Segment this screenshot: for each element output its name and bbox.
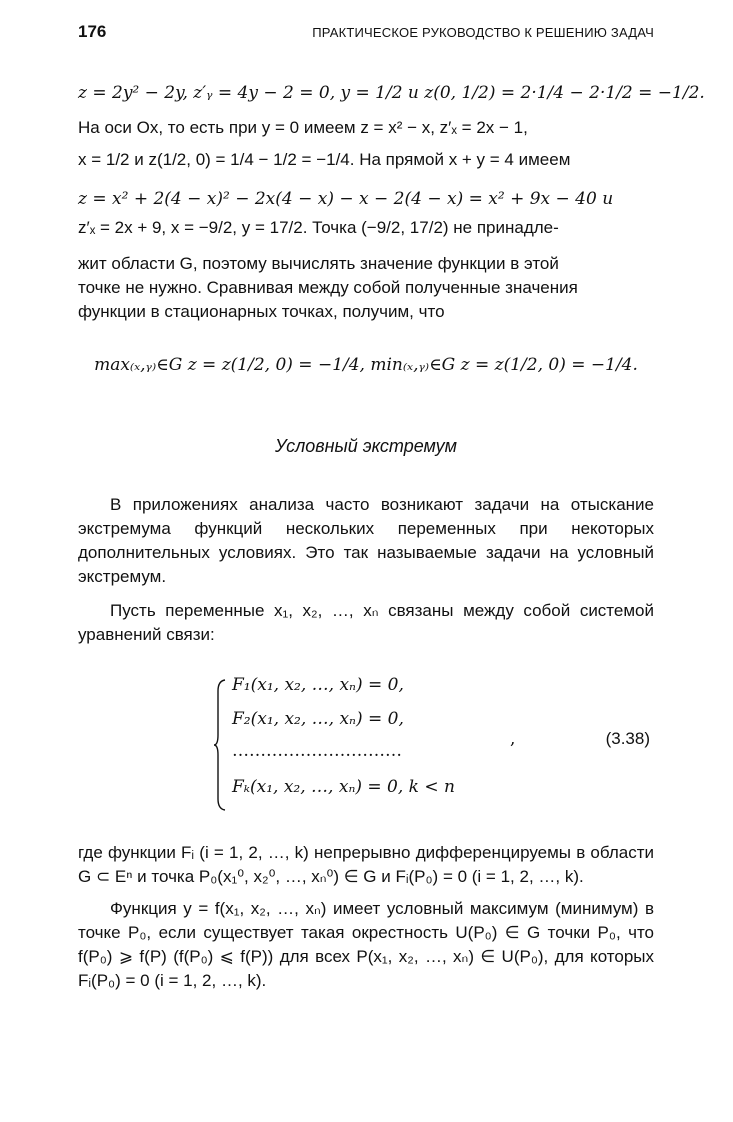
equation-number: (3.38) [605,729,650,748]
page-header [78,22,654,52]
display-formula: max₍ₓ,ᵧ₎∈G z = z(1/2, 0) = −1/4, min₍ₓ,ᵧ₎∈G z = z(1/2, 0) = −1/4. [94,355,638,375]
math-line-1: z = 2y² − 2y, z′ᵧ = 4y − 2 = 0, y = 1/2 и z(0, 1/2) = 2·1/4 − 2·1/2 = −1/2. [78,83,705,103]
paragraph-2: Пусть переменные x₁, x₂, …, xₙ связаны между собой системой уравнений связи: [78,601,654,644]
solution-block [78,82,705,324]
system-equation-1: F₁(x₁, x₂, …, xₙ) = 0, [232,675,404,695]
running-title: ПРАКТИЧЕСКОЕ РУКОВОДСТВО К РЕШЕНИЮ ЗАДАЧ [312,25,654,40]
definitions-text [78,841,654,993]
paragraph-4: Функция y = f(x₁, x₂, …, xₙ) имеет условный максимум (минимум) в точке P₀, если существует такая окрестность U(P₀) ∈ G точки P₀, что f(P₀) ⩾ f(P) (f(P₀) ⩽ f(P)) для всех P(x₁, x₂, …, xₙ) ∈ U(P₀), для которых Fᵢ(P₀) = 0 (i = 1, 2, …, k). [78,899,654,990]
text-line-8: функции в стационарных точках, получим, что [78,302,445,321]
math-line-4: z = x² + 2(4 − x)² − 2x(4 − x) − x − 2(4 − x) = x² + 9x − 40 и [78,189,614,209]
text-line-6: жит области G, поэтому вычислять значение функции в этой [78,254,559,273]
section-heading: Условный экстремум [274,436,458,456]
intro-text [78,493,654,647]
paragraph-3: где функции Fᵢ (i = 1, 2, …, k) непрерывно дифференцируемы в области G ⊂ Eⁿ и точка P₀(x₁⁰, x₂⁰, …, xₙ⁰) ∈ G и Fᵢ(P₀) = 0 (i = 1, 2, …, k). [78,843,654,886]
math-line-3: x = 1/2 и z(1/2, 0) = 1/4 − 1/2 = −1/4. На прямой x + y = 4 имеем [78,150,571,169]
text-line-7: точке не нужно. Сравнивая между собой полученные значения [78,278,578,297]
system-comma: , [510,729,516,749]
system-equation-2: F₂(x₁, x₂, …, xₙ) = 0, [232,709,404,729]
math-line-2: На оси Ox, то есть при y = 0 имеем z = x² − x, z′ₓ = 2x − 1, [78,118,528,137]
book-page [78,22,705,993]
page-number: 176 [78,22,107,41]
system-equation-k: Fₖ(x₁, x₂, …, xₙ) = 0, k < n [232,777,455,797]
math-line-5: z′ₓ = 2x + 9, x = −9/2, y = 17/2. Точка (−9/2, 17/2) не принадле- [78,218,559,237]
equation-system [78,675,654,825]
system-ellipsis-row: ………………………… [232,741,402,761]
paragraph-1: В приложениях анализа часто возникают задачи на отыскание экстремума функций нескольких переменных при некоторых дополнительных условиях. Это так называемые задачи на условный экстремум. [78,495,654,586]
left-brace-icon [214,679,226,811]
